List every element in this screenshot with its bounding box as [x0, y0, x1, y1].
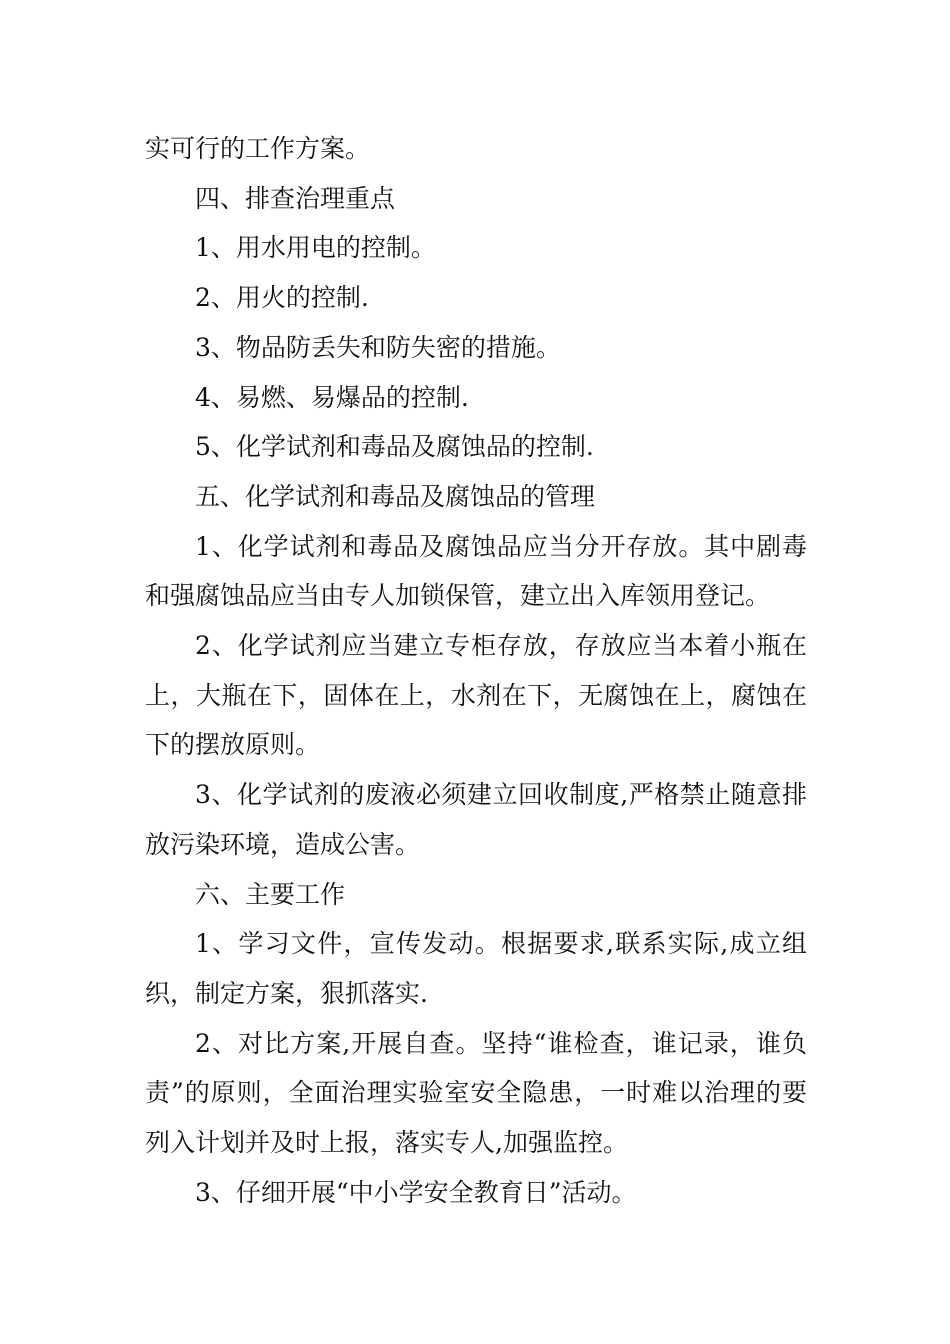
section-heading-4: 四、排查治理重点 [195, 183, 396, 213]
list-item: 2、化学试剂应当建立专柜存放，存放应当本着小瓶在上，大瓶在下，固体在上，水剂在下，无腐蚀在上，腐蚀在下的摆放原则。 [145, 631, 807, 760]
section-heading-5: 五、化学试剂和毒品及腐蚀品的管理 [195, 481, 596, 511]
list-item: 5、化学试剂和毒品及腐蚀品的控制. [195, 432, 594, 462]
list-item: 1、学习文件，宣传发动。根据要求,联系实际,成立组织，制定方案，狠抓落实. [145, 929, 807, 1008]
section-heading-6: 六、主要工作 [195, 879, 346, 909]
list-item: 4、易燃、易爆品的控制. [195, 382, 469, 412]
list-item: 3、物品防丢失和防失密的措施。 [195, 332, 561, 362]
list-item: 3、仔细开展“中小学安全教育日”活动。 [195, 1177, 637, 1207]
list-item: 2、用火的控制. [195, 283, 369, 313]
document-body [145, 124, 807, 1217]
list-item: 1、用水用电的控制。 [195, 233, 436, 263]
list-item: 3、化学试剂的废液必须建立回收制度,严格禁止随意排放污染环境，造成公害。 [145, 780, 807, 859]
paragraph-continuation: 实可行的工作方案。 [145, 134, 371, 163]
list-item: 2、对比方案,开展自查。坚持“谁检查，谁记录，谁负责”的原则，全面治理实验室安全隐患，一时难以治理的要列入计划并及时上报，落实专人,加强监控。 [145, 1028, 807, 1158]
list-item: 1、化学试剂和毒品及腐蚀品应当分开存放。其中剧毒和强腐蚀品应当由专人加锁保管，建立出入库领用登记。 [145, 531, 807, 611]
